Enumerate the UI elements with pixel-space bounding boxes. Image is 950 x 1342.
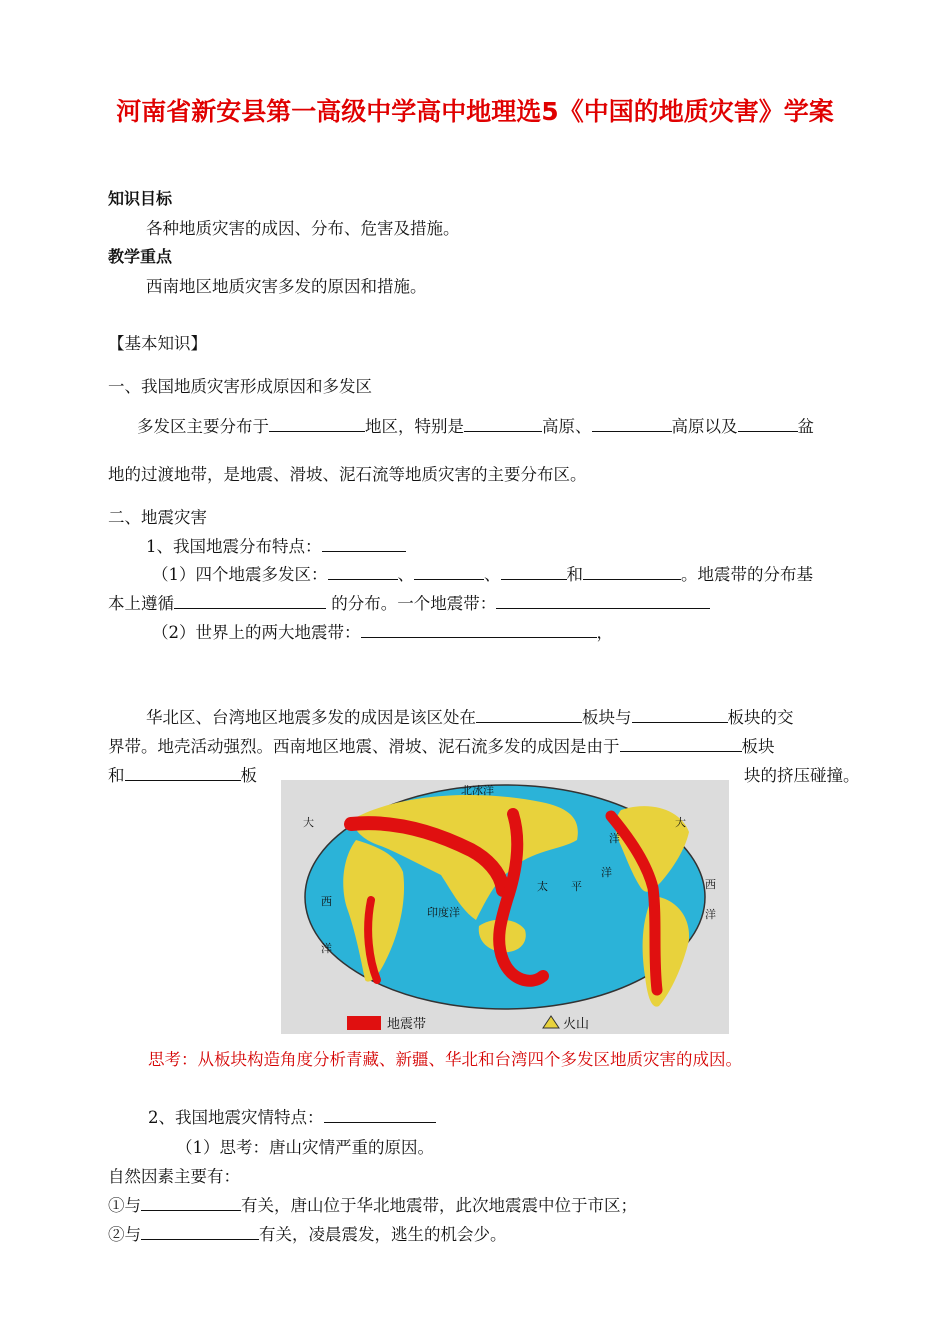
text: 。地震带的分布基 bbox=[681, 565, 813, 584]
text: 板 bbox=[240, 766, 257, 785]
text: 多发区主要分布于 bbox=[137, 417, 269, 436]
text: 界带。地壳活动强烈。西南地区地震、滑坡、泥石流多发的成因是由于 bbox=[108, 737, 620, 756]
map-label: 洋 bbox=[321, 942, 332, 955]
fill-blank[interactable] bbox=[269, 430, 365, 432]
text: 高原以及 bbox=[671, 417, 738, 436]
legend-quake-label: 地震带 bbox=[387, 1017, 427, 1032]
map-label: 大 bbox=[675, 816, 686, 829]
objectives-text: 各种地质灾害的成因、分布、危害及措施。 bbox=[146, 219, 460, 238]
map-label: 洋 bbox=[609, 832, 620, 845]
text: 板块与 bbox=[582, 708, 632, 727]
fill-blank[interactable] bbox=[328, 578, 398, 580]
fill-blank[interactable] bbox=[476, 721, 582, 723]
question-1 bbox=[146, 533, 406, 557]
text: 地区，特别是 bbox=[365, 417, 464, 436]
cause-line3-right: 块的挤压碰撞。 bbox=[744, 766, 860, 785]
earthquake-belt-map bbox=[281, 780, 729, 1034]
map-label: 洋 bbox=[705, 908, 716, 921]
fill-blank[interactable] bbox=[141, 1238, 259, 1240]
fill-blank[interactable] bbox=[620, 750, 742, 752]
map-label: 平 bbox=[571, 880, 582, 893]
section1-heading: 一、我国地质灾害形成原因和多发区 bbox=[108, 377, 372, 396]
question-2 bbox=[148, 1104, 436, 1128]
fill-blank[interactable] bbox=[583, 578, 681, 580]
text: 板块的交 bbox=[727, 708, 794, 727]
map-label-arctic: 北冰洋 bbox=[461, 784, 494, 797]
text: 、 bbox=[484, 565, 501, 584]
fill-blank[interactable] bbox=[361, 636, 597, 638]
text: 高原、 bbox=[542, 417, 592, 436]
cause-line1 bbox=[146, 704, 794, 728]
text: 、 bbox=[397, 565, 414, 584]
natural-factors-heading: 自然因素主要有： bbox=[108, 1167, 240, 1186]
fill-blank[interactable] bbox=[414, 578, 484, 580]
question-1-1 bbox=[152, 561, 813, 585]
map-label: 西 bbox=[705, 878, 716, 891]
text: （1）四个地震多发区： bbox=[152, 565, 328, 584]
fill-blank[interactable] bbox=[496, 607, 710, 609]
map-label: 太 bbox=[537, 880, 548, 893]
fill-blank[interactable] bbox=[125, 779, 241, 781]
question-1-2 bbox=[152, 619, 613, 643]
objectives-heading: 知识目标 bbox=[108, 189, 173, 208]
text: ， bbox=[596, 623, 613, 642]
text: 有关，唐山位于华北地震带，此次地震震中位于市区； bbox=[241, 1196, 637, 1215]
fill-blank[interactable] bbox=[592, 430, 672, 432]
text: 板块 bbox=[741, 737, 775, 756]
text: （2）世界上的两大地震带： bbox=[152, 623, 361, 642]
text: 有关，凌晨震发，逃生的机会少。 bbox=[259, 1225, 507, 1244]
text: ①与 bbox=[108, 1196, 141, 1215]
basic-knowledge-heading: 【基本知识】 bbox=[108, 334, 207, 353]
world-map-figure bbox=[281, 780, 729, 1034]
section1-paragraph-line1 bbox=[137, 413, 814, 437]
text: 2、我国地震灾情特点： bbox=[148, 1108, 324, 1127]
fill-blank[interactable] bbox=[738, 430, 798, 432]
fill-blank[interactable] bbox=[174, 607, 326, 609]
text: 华北区、台湾地区地震多发的成因是该区处在 bbox=[146, 708, 476, 727]
map-label-indian-ocean: 印度洋 bbox=[427, 906, 460, 919]
cause-line3-left bbox=[108, 762, 257, 786]
fill-blank[interactable] bbox=[501, 578, 567, 580]
think-prompt: 思考：从板块构造角度分析青藏、新疆、华北和台湾四个多发区地质灾害的成因。 bbox=[148, 1050, 742, 1069]
text: 和 bbox=[566, 565, 583, 584]
text: 盆 bbox=[797, 417, 814, 436]
text: 和 bbox=[108, 766, 125, 785]
focus-text: 西南地区地质灾害多发的原因和措施。 bbox=[146, 277, 427, 296]
text: ②与 bbox=[108, 1225, 141, 1244]
factor-2 bbox=[108, 1221, 507, 1245]
cause-line2 bbox=[108, 733, 775, 757]
text: 1、我国地震分布特点： bbox=[146, 537, 322, 556]
legend-volcano-label: 火山 bbox=[563, 1017, 590, 1032]
fill-blank[interactable] bbox=[632, 721, 728, 723]
map-label: 洋 bbox=[601, 866, 612, 879]
factor-1 bbox=[108, 1192, 637, 1216]
text: 本上遵循 bbox=[108, 594, 174, 613]
fill-blank[interactable] bbox=[464, 430, 542, 432]
focus-heading: 教学重点 bbox=[108, 247, 173, 266]
map-label: 大 bbox=[303, 816, 314, 829]
fill-blank[interactable] bbox=[141, 1209, 241, 1211]
question-2-1: （1）思考：唐山灾情严重的原因。 bbox=[176, 1138, 434, 1157]
section1-paragraph-line2: 地的过渡地带，是地震、滑坡、泥石流等地质灾害的主要分布区。 bbox=[108, 465, 587, 484]
section2-heading: 二、地震灾害 bbox=[108, 508, 207, 527]
text: 的分布。一个地震带： bbox=[326, 594, 497, 613]
fill-blank[interactable] bbox=[324, 1121, 436, 1123]
legend-quake-swatch bbox=[347, 1016, 381, 1030]
question-1-1-cont bbox=[108, 590, 710, 614]
fill-blank[interactable] bbox=[322, 550, 406, 552]
map-label: 西 bbox=[321, 895, 332, 908]
page-title: 河南省新安县第一高级中学高中地理选5《中国的地质灾害》学案 bbox=[116, 97, 834, 126]
